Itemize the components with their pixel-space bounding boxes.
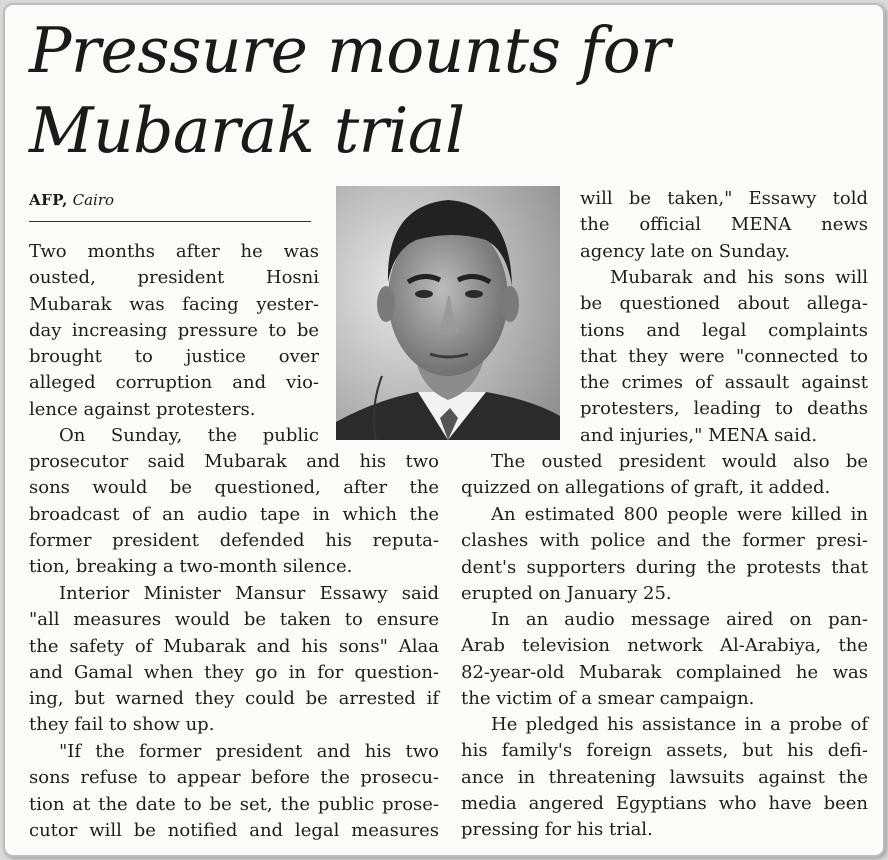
paragraph-9	[461, 712, 868, 843]
byline	[29, 191, 311, 209]
p6-line: The ousted president would also be	[491, 451, 868, 472]
p3-line: and Gamal when they go in for question-	[29, 661, 439, 683]
p2-line: tion, breaking a two-month silence.	[29, 556, 353, 578]
p7-line: erupted on January 25.	[461, 582, 672, 604]
p1-line: ousted, president Hosni	[29, 267, 319, 289]
p2-line: On Sunday, the public	[59, 425, 319, 446]
p8-line: the victim of a smear campaign.	[461, 687, 755, 709]
byline-rule	[29, 221, 311, 222]
p3-line: the safety of Mubarak and his sons" Alaa	[29, 635, 439, 657]
headline-line-1: Pressure mounts for	[29, 14, 670, 87]
byline-source: AFP,	[29, 191, 68, 209]
p9-line: pressing for his trial.	[461, 819, 653, 841]
p2-line: broadcast of an audio tape in which the	[29, 503, 439, 525]
p3-line: they fail to show up.	[29, 714, 215, 736]
p6-line: quizzed on allegations of graft, it added.	[461, 477, 831, 499]
p5-line: tions and legal complaints	[580, 319, 868, 341]
p1-line: day increasing pressure to be	[29, 319, 319, 341]
paragraph-6	[461, 449, 868, 502]
p1-line: brought to justice over	[29, 346, 319, 368]
paragraph-8	[461, 607, 868, 712]
p9-line: ance in threatening lawsuits against the	[461, 766, 868, 788]
p2-line: sons would be questioned, after the	[29, 477, 439, 499]
paragraph-4	[29, 739, 439, 844]
p5-line: be questioned about allega-	[580, 293, 868, 315]
paragraph-7	[461, 502, 868, 607]
p5-line: that they were "connected to	[580, 345, 868, 367]
paragraph-1	[29, 239, 319, 423]
p8-line: In an audio message aired on pan-	[491, 609, 868, 630]
p5-line: and injuries," MENA said.	[580, 424, 818, 446]
p8-line: 82-year-old Mubarak complained he was	[461, 661, 868, 683]
headline-line-2: Mubarak trial	[29, 94, 465, 167]
p7-line: clashes with police and the former presi-	[461, 530, 868, 552]
p4c-line: the official MENA news	[580, 214, 868, 236]
headline	[29, 11, 670, 171]
p4-line: cutor will be notified and legal measures	[29, 819, 439, 841]
p4-line: "If the former president and his two	[59, 741, 439, 762]
p9-line: his family's foreign assets, but his defi-	[461, 740, 868, 762]
p1-line: Two months after he was	[29, 241, 319, 262]
p1-line: alleged corruption and vio-	[29, 372, 319, 394]
p4c-line: will be taken," Essawy told	[580, 188, 868, 209]
p3-line: Interior Minister Mansur Essawy said	[59, 583, 439, 604]
p4-line: sons refuse to appear before the prosecu-	[29, 767, 439, 789]
paragraph-4-continued	[580, 186, 868, 265]
paragraph-5	[580, 265, 868, 449]
portrait-illustration	[336, 186, 560, 440]
p1-line: lence against protesters.	[29, 398, 256, 420]
p2-line: prosecutor said Mubarak and his two	[29, 451, 439, 472]
p7-line: An estimated 800 people were killed in	[491, 504, 868, 525]
p9-line: media angered Egyptians who have been	[461, 792, 868, 814]
p7-line: dent's supporters during the protests that	[461, 556, 868, 578]
paragraph-2	[29, 449, 439, 580]
p5-line: the crimes of assault against	[580, 372, 868, 394]
paragraph-3	[29, 581, 439, 739]
p5-line: protesters, leading to deaths	[580, 398, 868, 420]
p1-line: Mubarak was facing yester-	[29, 293, 319, 315]
p5-line: Mubarak and his sons will	[610, 267, 868, 288]
p9-line: He pledged his assistance in a probe of	[491, 714, 868, 735]
p2-line: former president defended his reputa-	[29, 529, 439, 551]
byline-location: Cairo	[72, 191, 115, 209]
p8-line: Arab television network Al-Arabiya, the	[461, 635, 868, 657]
p3-line: ing, but warned they could be arrested if	[29, 688, 439, 710]
p3-line: "all measures would be taken to ensure	[29, 609, 439, 631]
p4c-line: agency late on Sunday.	[580, 240, 790, 262]
p4-line: tion at the date to be set, the public prose-	[29, 793, 439, 815]
mubarak-photo	[336, 186, 560, 440]
paragraph-2-start	[29, 423, 319, 449]
newspaper-clipping	[3, 3, 885, 857]
